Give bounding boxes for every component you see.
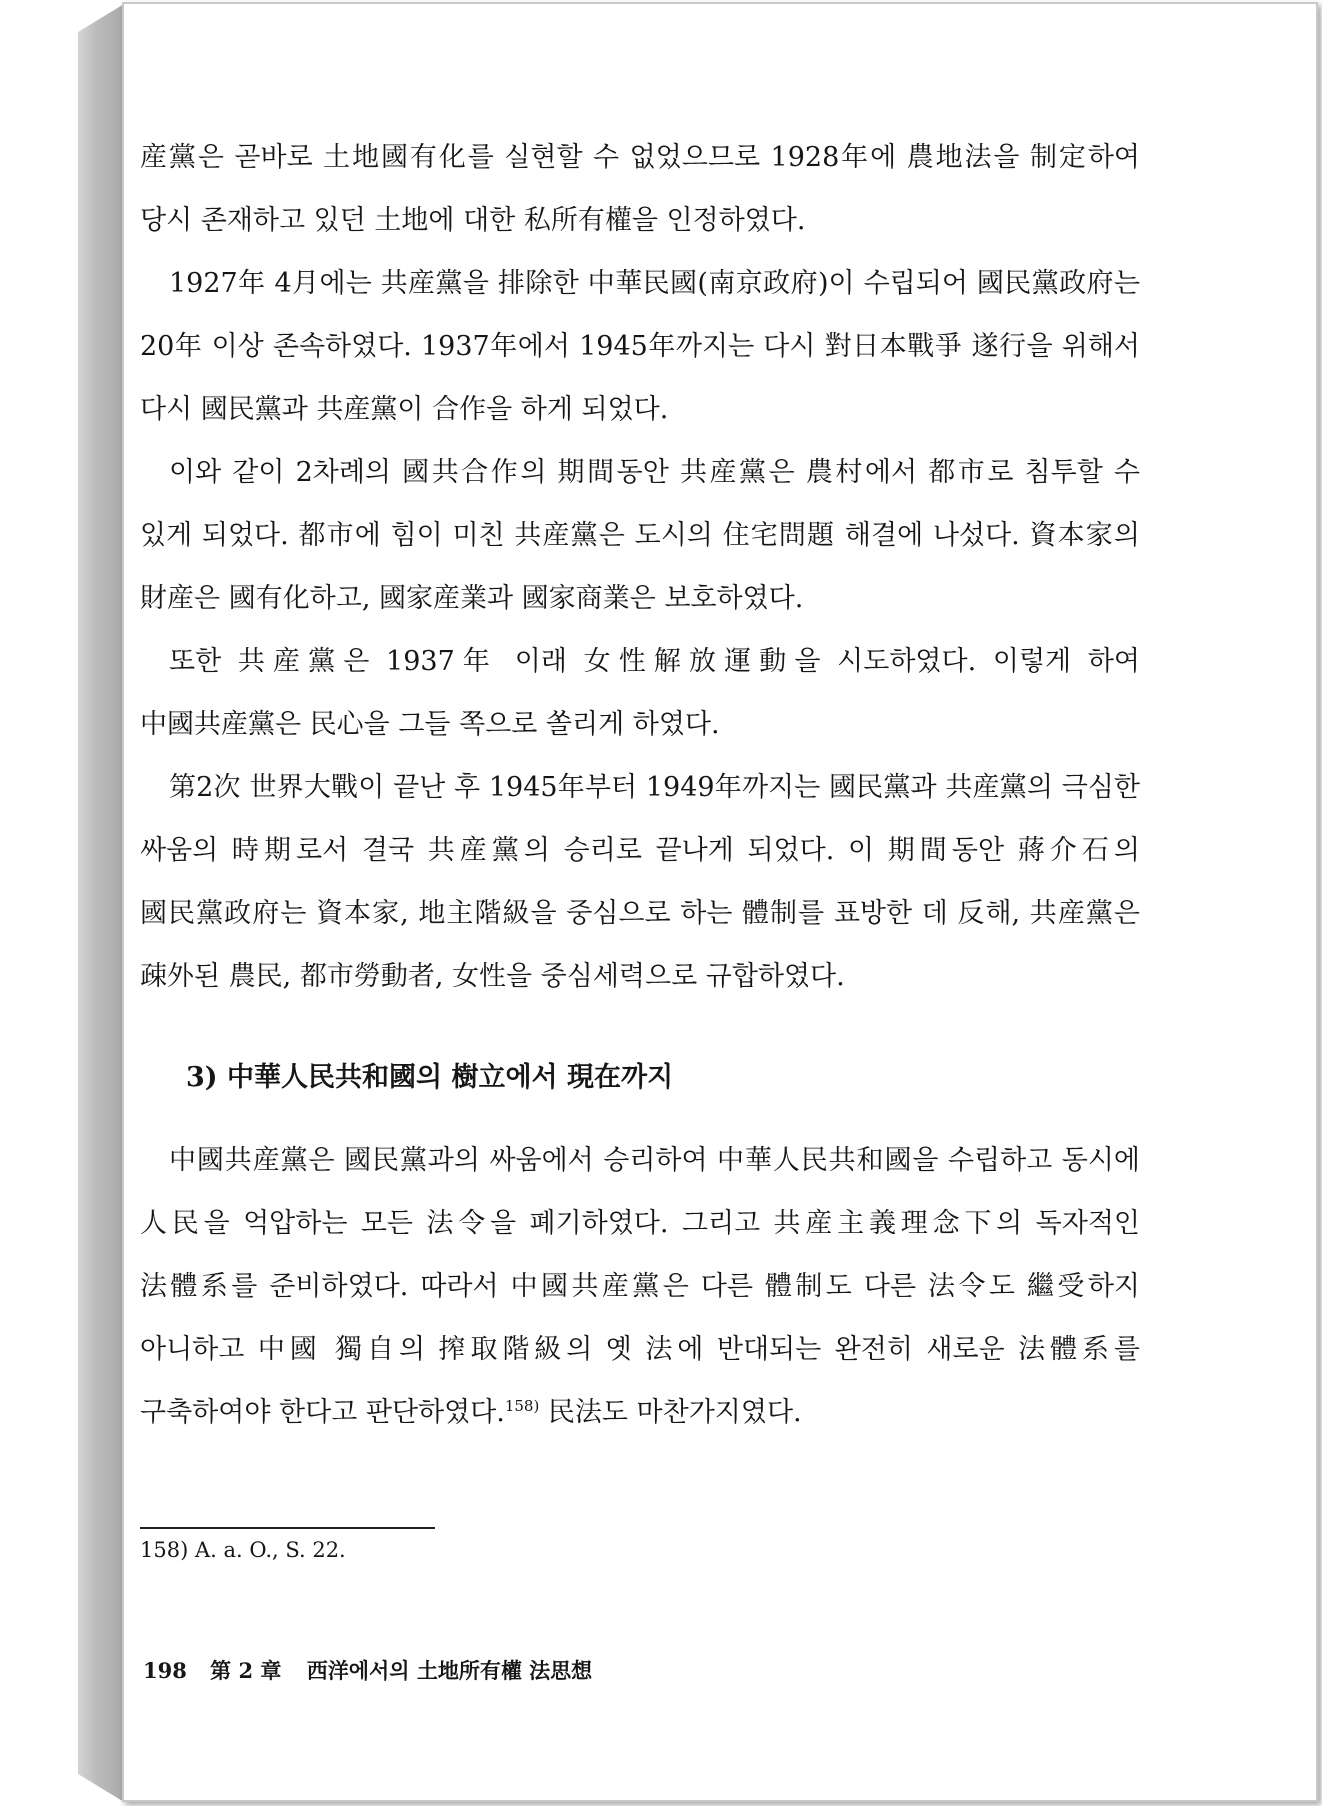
footnote-reference: 158) <box>504 1397 540 1415</box>
paragraph-1: 産黨은 곧바로 土地國有化를 실현할 수 없었으므로 1928年에 農地法을 制定하여 당시 존재하고 있던 土地에 대한 私所有權을 인정하였다. <box>140 142 1140 236</box>
paragraph-3: 이와 같이 2차례의 國共合作의 期間동안 共産黨은 農村에서 都市로 침투할 수 있게 되었다. 都市에 힘이 미친 共産黨은 도시의 住宅問題 해결에 나섰다. 資本家의 財産은 國有化하고, 國家産業과 國家商業은 보호하였다. <box>140 457 1140 614</box>
page-body <box>140 126 1140 1444</box>
page-number: 198 <box>143 1658 187 1683</box>
book-spine <box>78 4 124 1802</box>
paragraph-6 <box>140 1129 1140 1444</box>
paragraph-5: 第2次 世界大戰이 끝난 후 1945年부터 1949年까지는 國民黨과 共産黨의 극심한 싸움의 時期로서 결국 共産黨의 승리로 끝나게 되었다. 이 期間동안 蔣介石의 國民黨政府는 資本家, 地主階級을 중심으로 하는 體制를 표방한 데 反해, 共産黨은 疎外된 農民, 都市勞動者, 女性을 중심세력으로 규합하였다. <box>140 772 1140 992</box>
paragraph-4: 또한 共産黨은 1937年 이래 女性解放運動을 시도하였다. 이렇게 하여 中國共産黨은 民心을 그들 쪽으로 쏠리게 하였다. <box>140 646 1140 740</box>
paragraph-6-tail: 民法도 마찬가지였다. <box>539 1397 802 1428</box>
paragraph-2: 1927年 4月에는 共産黨을 排除한 中華民國(南京政府)이 수립되어 國民黨政府는 20年 이상 존속하였다. 1937年에서 1945年까지는 다시 對日本戰爭 遂行을 위해서 다시 國民黨과 共産黨이 合作을 하게 되었다. <box>140 268 1140 425</box>
footnote-divider <box>140 1527 435 1529</box>
footnote-158: 158) A. a. O., S. 22. <box>140 1538 346 1562</box>
running-footer <box>143 1655 592 1685</box>
chapter-label: 第 2 章 <box>210 1658 282 1683</box>
section-heading: 3) 中華人民共和國의 樹立에서 現在까지 <box>186 1062 674 1093</box>
chapter-title: 西洋에서의 土地所有權 法思想 <box>306 1658 593 1683</box>
paragraph-6-text: 中國共産黨은 國民黨과의 싸움에서 승리하여 中華人民共和國을 수립하고 동시에 人民을 억압하는 모든 法令을 폐기하였다. 그리고 共産主義理念下의 독자적인 法體系를 준비하였다. 따라서 中國共産黨은 다른 體制도 다른 法令도 繼受하지 아니하고 中國 獨自의 搾取階級의 옛 法에 반대되는 완전히 새로운 法體系를 구축하여야 한다고 판단하였다. <box>140 1145 1140 1428</box>
